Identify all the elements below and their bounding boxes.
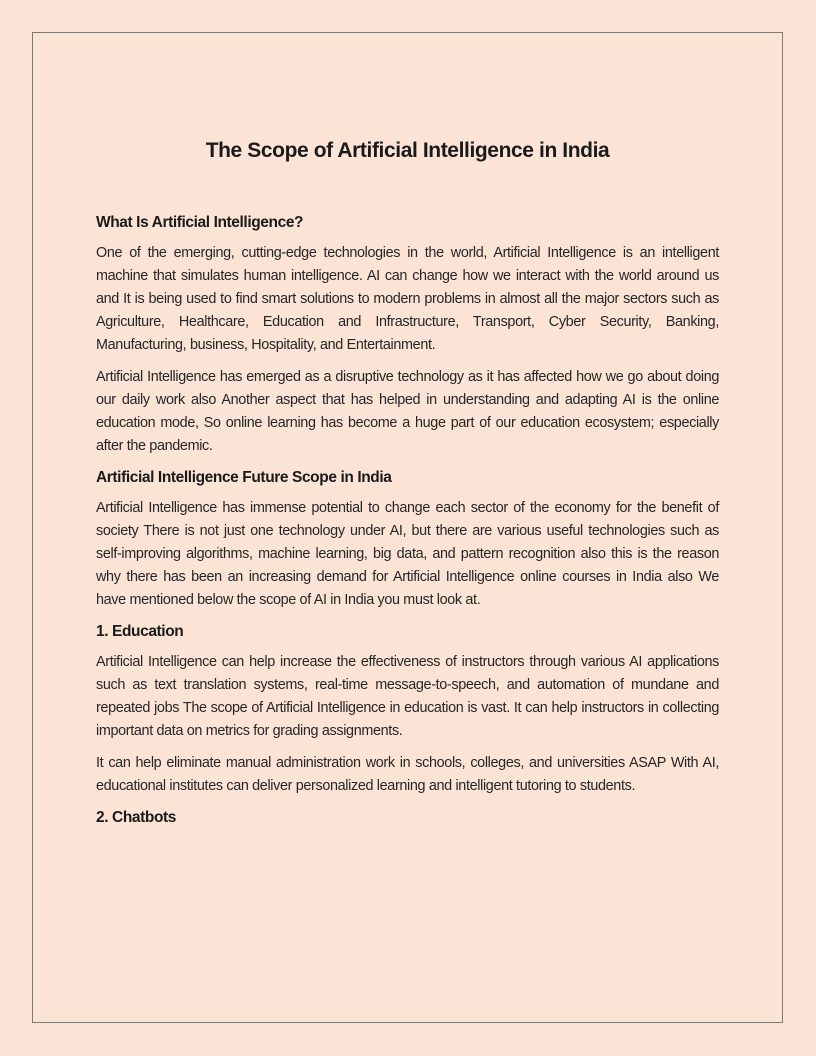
section-heading-what-is-ai: What Is Artificial Intelligence? [96, 214, 304, 231]
document-content [96, 136, 719, 837]
section-heading-future-scope: Artificial Intelligence Future Scope in India [96, 469, 392, 486]
page-title: The Scope of Artificial Intelligence in India [205, 139, 610, 162]
paragraph-ai-definition: One of the emerging, cutting-edge technologies in the world, Artificial Intelligence is an intelligent machine that simulates human intelligence. AI can change how we interact with the world around us and It is being used to find smart solutions to modern problems in almost all the major sectors such as Agriculture, Healthcare, Education and Infrastructure, Transport, Cyber Security, Banking, Manufacturing, business, Hospitality, and Entertainment. [96, 245, 719, 353]
paragraph-ai-disruptive: Artificial Intelligence has emerged as a disruptive technology as it has affected how we go about doing our daily work also Another aspect that has helped in understanding and adapting AI is the online education mode, So online learning has become a huge part of our education ecosystem; especially after the pandemic. [96, 369, 719, 454]
paragraph-future-scope: Artificial Intelligence has immense potential to change each sector of the economy for the benefit of society There is not just one technology under AI, but there are various useful technologies such as self-improving algorithms, machine learning, big data, and pattern recognition also this is the reason why there has been an increasing demand for Artificial Intelligence online courses in India also We have mentioned below the scope of AI in India you must look at. [96, 500, 719, 608]
paragraph-education-administration: It can help eliminate manual administration work in schools, colleges, and universities ASAP With AI, educational institutes can deliver personalized learning and intelligent tutoring to students. [96, 755, 719, 794]
paragraph-education-instructors: Artificial Intelligence can help increase the effectiveness of instructors through various AI applications such as text translation systems, real-time message-to-speech, and automation of mundane and repeated jobs The scope of Artificial Intelligence in education is vast. It can help instructors in collecting important data on metrics for grading assignments. [96, 654, 719, 739]
section-heading-education: 1. Education [96, 623, 184, 640]
section-heading-chatbots: 2. Chatbots [96, 809, 176, 826]
